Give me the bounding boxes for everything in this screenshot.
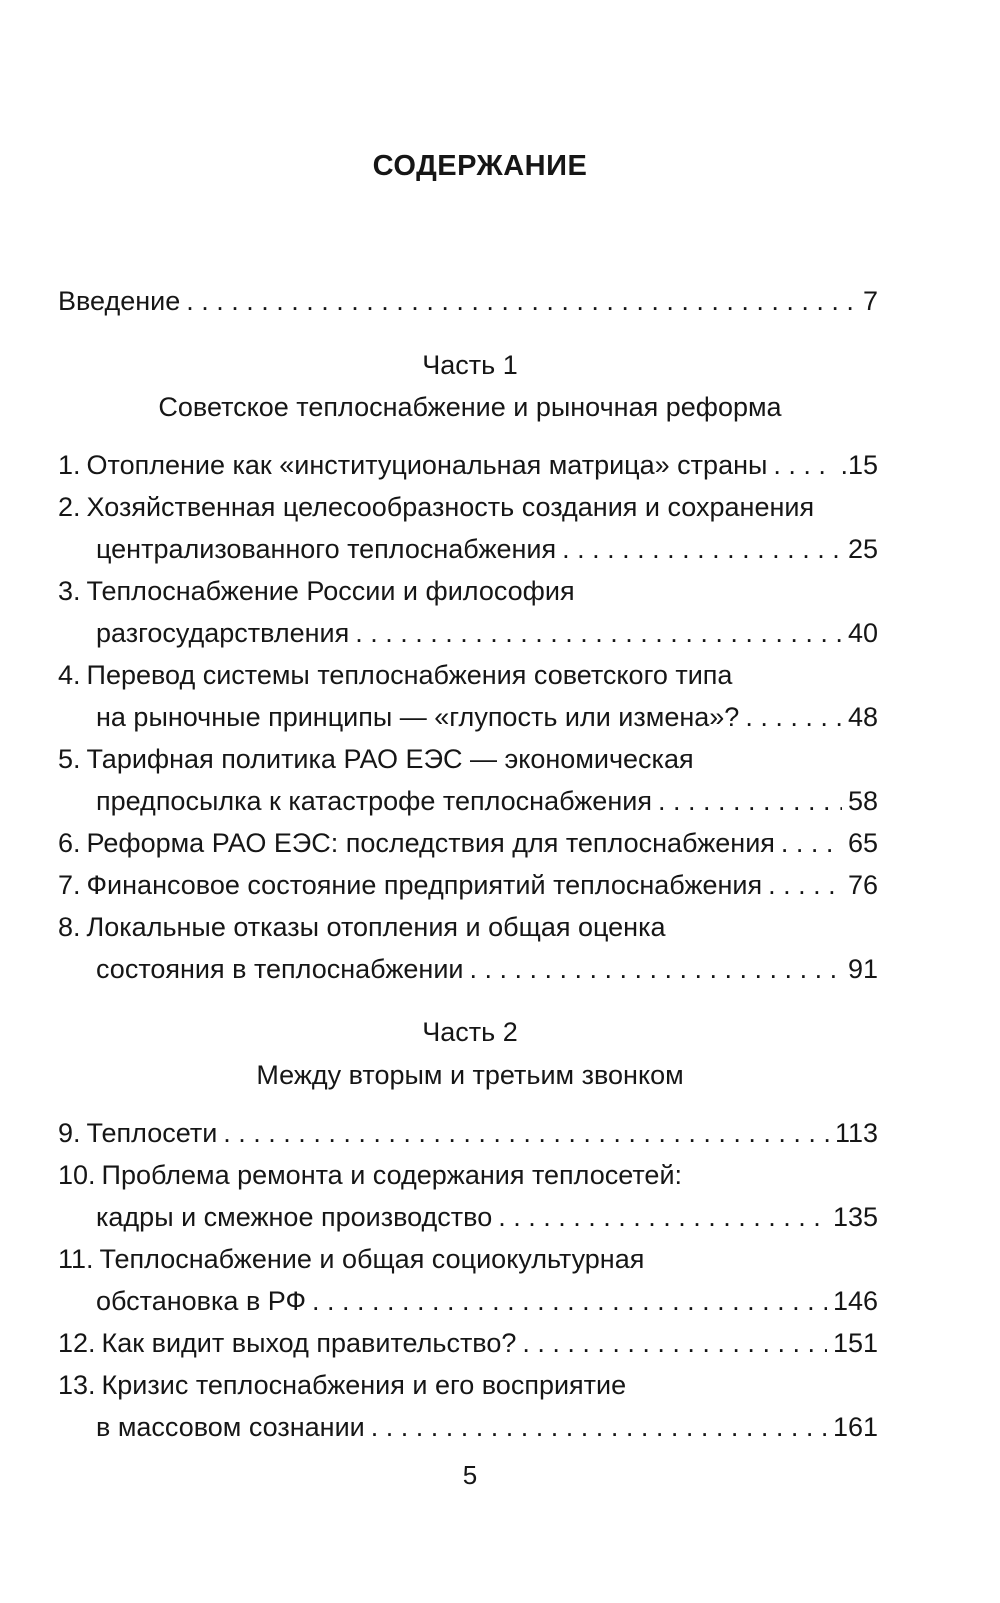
toc-entry [58,444,878,486]
toc-entry-label: Перевод системы теплоснабжения советского типа [86,660,733,690]
toc-entry [58,486,878,570]
toc-entry [58,822,878,864]
toc-entry-number: 9. [58,1118,81,1148]
toc-entry-label-continued: кадры и смежное производство [96,1202,493,1232]
toc-entry-number: 10. [58,1160,96,1190]
toc-entry-number: 6. [58,828,81,858]
toc-page-ref: 146 [832,1286,878,1316]
toc-line [58,1364,878,1406]
toc-entry [58,1364,878,1448]
toc-entry-number: 7. [58,870,81,900]
toc-line [58,1322,878,1364]
toc-entry-label: Тарифная политика РАО ЕЭС — экономическая [86,744,694,774]
toc-page-ref: 161 [832,1412,878,1442]
toc-entry [58,654,878,738]
toc-entry-number: 8. [58,912,81,942]
toc-line [58,280,878,322]
toc-entry-number: 13. [58,1370,96,1400]
toc-line [58,1280,878,1322]
toc-entry-number: 11. [58,1244,94,1274]
dot-leader [470,948,842,990]
toc-page-ref: 91 [847,954,878,984]
dot-leader [745,696,842,738]
toc-entry [58,1322,878,1364]
toc-entry-label: Введение [58,286,181,316]
toc-entry-label-continued: обстановка в РФ [96,1286,307,1316]
toc-entry-label-continued: разгосударствления [96,618,350,648]
toc-entry-label: Теплоснабжение и общая социокультурная [99,1244,645,1274]
toc-line [58,822,878,864]
toc-entry-label-continued: на рыночные принципы — «глупость или измена»? [96,702,740,732]
dot-leader [522,1322,827,1364]
toc-line [58,864,878,906]
toc-page-ref: 151 [832,1328,878,1358]
part-1-label: Часть 1 [422,350,518,380]
toc-page-ref: 48 [847,702,878,732]
dot-leader [355,612,842,654]
toc-page-ref: 76 [847,870,878,900]
part-1-title: Советское теплоснабжение и рыночная реформа [158,392,782,422]
toc-entry-number: 5. [58,744,81,774]
dot-leader [371,1406,827,1448]
toc-line [58,486,878,528]
toc-line [58,1238,878,1280]
toc-entry-number: 1. [58,450,81,480]
toc-list-part-1 [58,444,878,990]
page-title: СОДЕРЖАНИЕ [372,150,588,182]
dot-leader [223,1112,829,1154]
toc-line [58,444,878,486]
toc-entry [58,864,878,906]
part-2-label: Часть 2 [422,1017,518,1047]
toc-line [58,1196,878,1238]
toc-entry [58,1112,878,1154]
toc-line [58,528,878,570]
toc-line [58,612,878,654]
toc-page-ref: 25 [847,534,878,564]
toc-page-ref: 135 [832,1202,878,1232]
toc-page-ref: 113 [834,1118,878,1148]
toc-entry-number: 4. [58,660,81,690]
toc-entry-label: Кризис теплоснабжения и его восприятие [101,1370,627,1400]
toc-line [58,654,878,696]
toc-entry [58,1154,878,1238]
part-2-title: Между вторым и третьим звонком [256,1060,684,1090]
dot-leader [773,444,834,486]
toc-entry-label: Отопление как «институциональная матрица» страны [86,450,768,480]
toc-entry-label: Теплоснабжение России и философия [86,576,575,606]
dot-leader [186,280,857,322]
toc-line [58,570,878,612]
toc-entry-label-continued: состояния в теплоснабжении [96,954,464,984]
toc-entry-label: Локальные отказы отопления и общая оценка [86,912,666,942]
toc-line [58,948,878,990]
dot-leader [658,780,842,822]
dot-leader [781,822,842,864]
toc-page-ref: .15 [840,450,878,480]
toc-line [58,696,878,738]
dot-leader [562,528,842,570]
toc-entry-label: Как видит выход правительство? [101,1328,517,1358]
toc-line [58,1154,878,1196]
toc-entry-number: 12. [58,1328,96,1358]
toc-entry-number: 2. [58,492,81,522]
toc-entry-label: Хозяйственная целесообразность создания и сохранения [86,492,815,522]
toc-entry-label: Финансовое состояние предприятий теплоснабжения [86,870,763,900]
toc-entry [58,570,878,654]
toc-line [58,738,878,780]
toc-entry-label-continued: предпосылка к катастрофе теплоснабжения [96,786,652,816]
toc-line [58,906,878,948]
dot-leader [768,864,842,906]
toc-line [58,1112,878,1154]
toc-page-ref: 58 [847,786,878,816]
toc-entry [58,1238,878,1322]
toc-page-ref: 65 [847,828,878,858]
toc-line [58,780,878,822]
toc-entry-label: Теплосети [86,1118,218,1148]
toc-list-part-2 [58,1112,878,1448]
toc-page-ref: 40 [847,618,878,648]
toc-line [58,1406,878,1448]
toc-entry [58,738,878,822]
page-number: 5 [462,1460,478,1490]
toc-entry-label: Проблема ремонта и содержания теплосетей: [101,1160,683,1190]
dot-leader [312,1280,827,1322]
toc-entry [58,906,878,990]
dot-leader [498,1196,827,1238]
toc-entry-number: 3. [58,576,81,606]
toc-entry-label-continued: централизованного теплоснабжения [96,534,557,564]
toc-page-ref: 7 [862,286,878,316]
toc-entry-label-continued: в массовом сознании [96,1412,365,1442]
toc-entry-introduction [58,280,878,322]
toc-entry-label: Реформа РАО ЕЭС: последствия для теплоснабжения [86,828,775,858]
